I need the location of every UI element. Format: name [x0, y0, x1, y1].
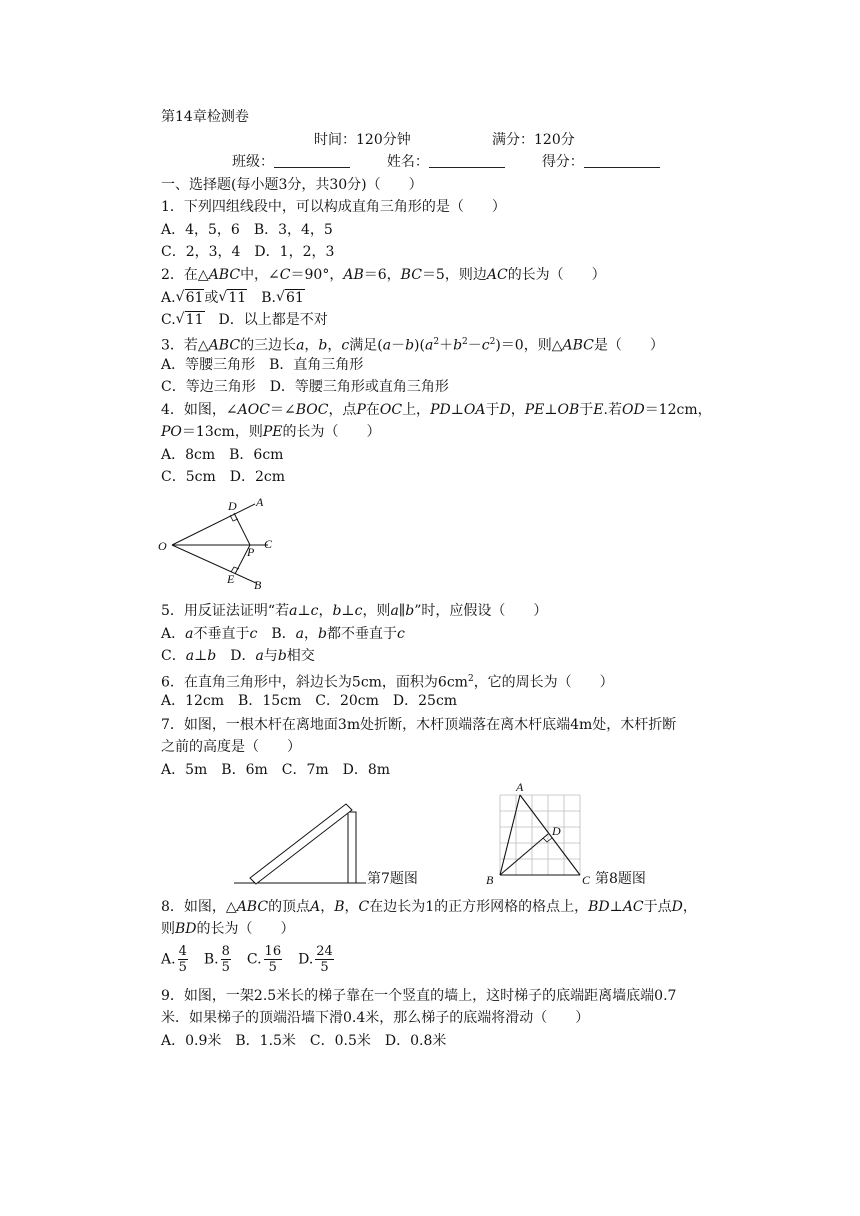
exam-time: 时间：120分钟	[314, 132, 411, 148]
q8-options: A. $\frac{4}{5}$ B. $\frac{8}{5}$ C. $\frac{16}{5}$ D. $\frac{24}{5}$	[161, 944, 333, 975]
svg-text:O: O	[158, 539, 167, 553]
svg-text:B: B	[486, 873, 494, 887]
q9-stem-line1: 9．如图，一架2.5米长的梯子靠在一个竖直的墙上，这时梯子的底端距离墙底端0.7	[161, 988, 677, 1004]
q3-options-ab: A．等腰三角形 B．直角三角形	[161, 357, 364, 373]
svg-text:E: E	[227, 572, 235, 586]
svg-text:C: C	[582, 873, 591, 887]
svg-text:A: A	[516, 780, 524, 794]
svg-text:A: A	[256, 495, 264, 509]
q4-options-cd: C．5cm D．2cm	[161, 469, 285, 485]
q7-options: A．5m B．6m C．7m D．8m	[161, 762, 391, 778]
exam-full-score: 满分：120分	[492, 132, 575, 148]
q4-options-ab: A．8cm B．6cm	[161, 447, 284, 463]
svg-text:C: C	[264, 537, 273, 551]
q2-options-cd: C.√ 11 D．以上都是不对	[161, 311, 328, 329]
q4-angle-figure	[150, 490, 290, 590]
svg-text:B: B	[254, 578, 262, 590]
q3-stem: 3．若△ABC的三边长a，b，c满足$(a-b)(a^2+b^2-c^2)=0$，则△ABC是（ ）	[161, 337, 664, 354]
svg-text:P: P	[247, 545, 255, 559]
q9-stem-line2: 米．如果梯子的顶端沿墙下滑0.4米，那么梯子的底端将滑动（ ）	[161, 1010, 590, 1026]
q8-stem-line1: 8．如图，△ABC的顶点A，B，C在边长为1的正方形网格的格点上，BD⊥AC于点D，	[161, 899, 697, 915]
q7-stem-line2: 之前的高度是（ ）	[161, 739, 301, 755]
info-line	[232, 153, 660, 171]
q5-options-ab: A．a不垂直于c B．a，b都不垂直于c	[161, 626, 405, 642]
svg-text:D: D	[228, 499, 237, 513]
class-label: 班级：	[232, 154, 274, 170]
q2-stem: 2．在△ABC中，∠C＝90°，AB＝6，BC＝5，则边AC的长为（ ）	[161, 267, 606, 283]
q1-options-cd: C．2，3，4 D．1，2，3	[161, 244, 335, 260]
q9-options: A．0.9米 B．1.5米 C．0.5米 D．0.8米	[161, 1033, 447, 1049]
q4-stem-line1: 4．如图，∠AOC＝∠BOC，点P在OC上，PD⊥OA于D，PE⊥OB于E.若OD＝12cm，	[161, 402, 712, 418]
q5-options-cd: C．a⊥b D．a与b相交	[161, 648, 315, 664]
q6-options: A．12cm B．15cm C．20cm D．25cm	[161, 693, 458, 709]
section-heading: 一、选择题(每小题3分，共30分)（ ）	[161, 177, 423, 193]
score-label: 得分：	[541, 154, 584, 170]
q6-stem: 6．在直角三角形中，斜边长为5cm，面积为$6cm^2$，它的周长为（ ）	[161, 674, 614, 691]
q2-options-ab: A.√ 61或√ 11 B.√ 61	[161, 289, 305, 307]
q3-options-cd: C．等边三角形 D．等腰三角形或直角三角形	[161, 379, 449, 395]
class-blank[interactable]	[274, 154, 350, 168]
q8-caption: 第8题图	[595, 871, 646, 887]
name-label: 姓名：	[386, 154, 429, 170]
q1-options-ab: A．4，5，6 B．3，4，5	[161, 222, 333, 238]
name-blank[interactable]	[429, 154, 505, 168]
q7-caption: 第7题图	[367, 871, 418, 887]
svg-text:D: D	[552, 824, 561, 838]
paper-title: 第14章检测卷	[161, 109, 249, 125]
q5-stem: 5．用反证法证明“若a⊥c，b⊥c，则a∥b”时，应假设（ ）	[161, 603, 548, 619]
score-blank[interactable]	[584, 154, 660, 168]
q7-stem-line1: 7．如图，一根木杆在离地面3m处折断，木杆顶端落在离木杆底端4m处，木杆折断	[161, 717, 677, 733]
q1-stem: 1．下列四组线段中，可以构成直角三角形的是（ ）	[161, 199, 506, 215]
q4-stem-line2: PO＝13cm，则PE的长为（ ）	[161, 424, 381, 440]
q8-stem-line2: 则BD的长为（ ）	[161, 921, 295, 937]
q7-pole-figure	[230, 800, 370, 890]
q8-grid-figure	[486, 780, 596, 888]
